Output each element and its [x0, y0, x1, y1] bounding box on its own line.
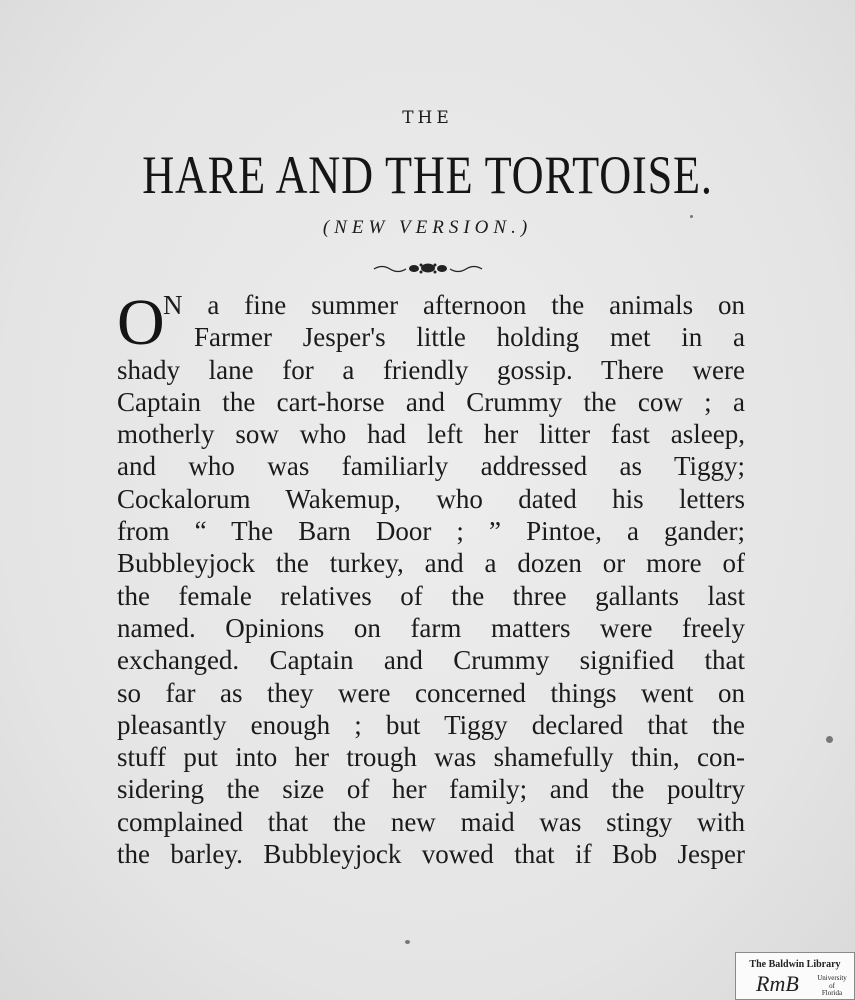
- text-line: so far as they were concerned things went on: [117, 677, 745, 708]
- text-line: from “ The Barn Door ; ” Pintoe, a gander;: [117, 516, 745, 547]
- text-line: stuff put into her trough was shamefully thin, con-: [117, 742, 745, 773]
- text-line: N a fine summer afternoon the animals on: [163, 290, 745, 320]
- text-line: the barley. Bubbleyjock vowed that if Bob Jesper: [117, 839, 745, 870]
- text-line: Farmer Jesper's little holding met in a: [194, 322, 745, 353]
- text-line: Captain the cart-horse and Crummy the cow ; a: [117, 386, 745, 417]
- text-line: and who was familiarly addressed as Tiggy;: [117, 451, 745, 482]
- text-line: motherly sow who had left her litter fast asleep,: [117, 419, 745, 450]
- text-line: complained that the new maid was stingy with: [117, 806, 745, 837]
- text-line: exchanged. Captain and Crummy signified that: [117, 645, 745, 676]
- page-title: HARE AND THE TORTOISE.: [142, 145, 713, 205]
- text-line: shady lane for a friendly gossip. There were: [117, 354, 745, 385]
- library-stamp: [735, 952, 855, 1000]
- text-line: the female relatives of the three gallants last: [117, 580, 745, 611]
- subtitle: (NEW VERSION.): [322, 217, 533, 238]
- pre-title: THE: [402, 108, 453, 128]
- dust-speck: [405, 940, 410, 944]
- stamp-logo: RmB: [756, 971, 799, 996]
- ornament-flourish-icon: [372, 260, 484, 276]
- drop-cap: O: [117, 286, 165, 359]
- stamp-library-name: The Baldwin Library: [749, 959, 841, 970]
- dust-speck: [690, 215, 693, 218]
- text-line: named. Opinions on farm matters were freely: [117, 612, 745, 643]
- dust-speck: [826, 736, 833, 743]
- stamp-university: [812, 975, 852, 998]
- stamp-university-line: University: [817, 974, 847, 982]
- stamp-university-line: Florida: [821, 989, 843, 997]
- text-line: sidering the size of her family; and the poultry: [117, 774, 745, 805]
- stamp-university-line: of: [829, 981, 835, 990]
- text-line: Bubbleyjock the turkey, and a dozen or more of: [117, 548, 745, 579]
- text-line: pleasantly enough ; but Tiggy declared that the: [117, 709, 745, 740]
- story-paragraph: [117, 286, 745, 870]
- text-line: Cockalorum Wakemup, who dated his letters: [117, 483, 745, 514]
